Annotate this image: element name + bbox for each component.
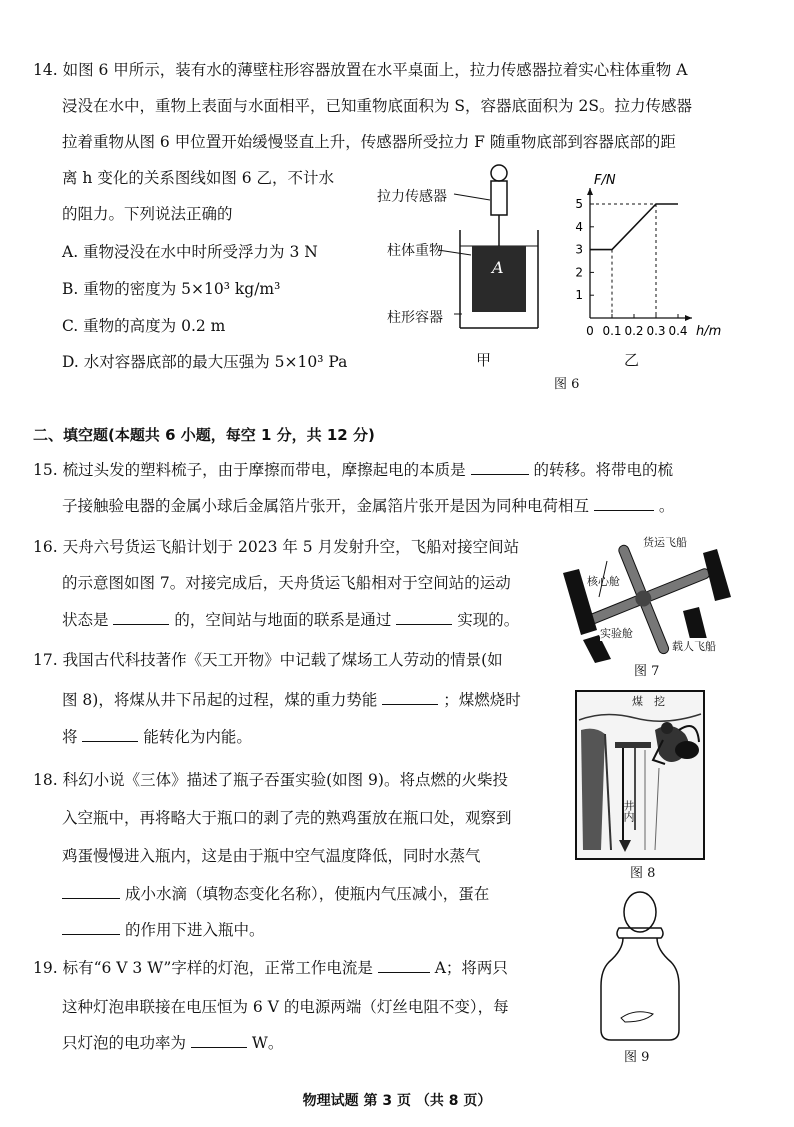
q14-line-2: 浸没在水中，重物上表面与水面相平，已知重物底面积为 S，容器底面积为 2S。拉力传感器: [62, 97, 692, 115]
q17-text-2a: 图 8)，将煤从井下吊起的过程，煤的重力势能: [62, 691, 378, 709]
q16-text-3b: 的，空间站与地面的联系是通过: [174, 611, 392, 629]
q16-line-2: 的示意图如图 7。对接完成后，天舟货运飞船相对于空间站的运动: [62, 574, 511, 592]
label-sensor: 拉力传感器: [377, 189, 447, 205]
fig8-label-top2: 挖: [654, 695, 665, 708]
q19-text-3a: 只灯泡的电功率为: [62, 1034, 187, 1052]
q14-line-1: 14. 如图 6 甲所示，装有水的薄壁柱形容器放置在水平桌面上，拉力传感器拉着实心柱体重物 A: [33, 61, 688, 79]
q17-text-3b: 能转化为内能。: [143, 728, 252, 746]
q15-text-1b: 的转移。将带电的梳: [533, 461, 673, 479]
x-tick-label: 0.4: [668, 324, 688, 338]
y-tick-label: 4: [575, 219, 583, 234]
y-axis-arrow: [587, 188, 593, 195]
q16-line-1: 16. 天舟六号货运飞船计划于 2023 年 5 月发射升空，飞船对接空间站: [33, 538, 520, 556]
q17-blank-2[interactable]: [82, 727, 138, 742]
q19-blank-2[interactable]: [191, 1033, 247, 1048]
figure-8-caption: 图 8: [630, 866, 656, 881]
q16-blank-1[interactable]: [113, 610, 169, 625]
q19-text-3b: W。: [251, 1034, 284, 1052]
q17-line-2: [62, 690, 521, 710]
x-tick-label: 0: [586, 324, 594, 338]
fig8-label-well: 井内: [622, 800, 635, 822]
label-jia: 甲: [476, 351, 492, 369]
q14-option-c: C. 重物的高度为 0.2 m: [62, 317, 226, 335]
q19-text-1b: A；将两只: [434, 959, 508, 977]
q18-blank-1[interactable]: [62, 884, 120, 899]
x-axis-label: h/m: [696, 324, 722, 339]
q19-line-3: [62, 1033, 283, 1053]
q15-line-1: [33, 460, 673, 480]
x-axis-arrow: [685, 315, 692, 321]
q19-line-2: 这种灯泡串联接在电压恒为 6 V 的电源两端（灯丝电阻不变），每: [62, 998, 509, 1016]
q15-blank-2[interactable]: [594, 496, 654, 511]
q16-text-3c: 实现的。: [457, 611, 520, 629]
q19-line-1: [33, 958, 508, 978]
q18-line-2: 入空瓶中，再将略大于瓶口的剥了壳的熟鸡蛋放在瓶口处，观察到: [62, 809, 512, 827]
q17-text-2b: ；煤燃烧时: [443, 691, 521, 709]
data-line: [590, 204, 678, 250]
fig7-label-lab: 实验舱: [600, 627, 633, 640]
fig7-label-cargo: 货运飞船: [643, 536, 687, 549]
x-tick-label: 0.2: [624, 324, 644, 338]
label-yi: 乙: [624, 351, 640, 369]
q16-text-3a: 状态是: [62, 611, 109, 629]
q17-line-3: [62, 727, 252, 747]
q17-text-3a: 将: [62, 728, 78, 746]
q18-line-1: 18. 科幻小说《三体》描述了瓶子吞蛋实验(如图 9)。将点燃的火柴投: [33, 771, 508, 789]
q15-blank-1[interactable]: [471, 460, 529, 475]
page-footer: 物理试题 第 3 页 （共 8 页）: [302, 1093, 492, 1109]
fig8-label-top: 煤: [632, 695, 643, 708]
figure-9-bottle-egg: [595, 890, 685, 1042]
figure-6-chart: [548, 168, 722, 346]
q15-text-1a: 15. 梳过头发的塑料梳子，由于摩擦而带电，摩擦起电的本质是: [33, 461, 466, 479]
q14-line-3: 拉着重物从图 6 甲位置开始缓慢竖直上升，传感器所受拉力 F 随重物底部到容器底部的距: [62, 133, 676, 151]
q18-blank-2[interactable]: [62, 920, 120, 935]
label-weight: 柱体重物: [387, 243, 443, 259]
x-tick-label: 0.3: [646, 324, 666, 338]
q18-text-5b: 的作用下进入瓶中。: [124, 921, 265, 939]
q16-line-3: [62, 610, 519, 630]
q15-line-2: [62, 496, 674, 516]
figure-9-caption: 图 9: [624, 1050, 650, 1065]
q15-text-2a: 子接触验电器的金属小球后金属箔片张开，金属箔片张开是因为同种电荷相互: [62, 497, 590, 515]
q18-text-4b: 成小水滴（填物态变化名称），使瓶内气压减小，蛋在: [124, 885, 490, 903]
y-axis-label: F/N: [594, 173, 616, 188]
q14-option-b: B. 重物的密度为 5×10³ kg/m³: [62, 280, 281, 298]
q15-text-2b: 。: [658, 497, 675, 515]
q14-line-5: 的阻力。下列说法正确的: [62, 205, 233, 223]
figure-6-caption: 图 6: [554, 377, 580, 392]
fig7-label-core: 核心舱: [587, 575, 620, 588]
q19-text-1a: 19. 标有“6 V 3 W”字样的灯泡，正常工作电流是: [33, 959, 373, 977]
q14-option-d: D. 水对容器底部的最大压强为 5×10³ Pa: [62, 353, 348, 371]
q16-blank-2[interactable]: [396, 610, 452, 625]
y-tick-label: 3: [575, 242, 583, 257]
q18-line-4: [62, 884, 489, 904]
section-2-title: 二、填空题(本题共 6 小题，每空 1 分，共 12 分): [33, 426, 375, 444]
figure-7-caption: 图 7: [634, 664, 660, 679]
q17-line-1: 17. 我国古代科技著作《天工开物》中记载了煤场工人劳动的情景(如: [33, 651, 503, 669]
y-tick-label: 5: [575, 197, 583, 211]
fig7-label-crew: 载人飞船: [672, 640, 716, 653]
q18-line-3: 鸡蛋慢慢进入瓶内，这是由于瓶中空气温度降低，同时水蒸气: [62, 847, 481, 865]
label-a: A: [492, 258, 504, 277]
y-tick-label: 1: [575, 288, 583, 303]
q18-line-5: [62, 920, 264, 940]
q14-line-4: 离 h 变化的关系图线如图 6 乙，不计水: [62, 169, 335, 187]
figure-8-coal-mine-woodcut: [575, 690, 705, 860]
q14-option-a: A. 重物浸没在水中时所受浮力为 3 N: [62, 243, 318, 261]
y-tick-label: 2: [575, 265, 583, 280]
q17-blank-1[interactable]: [382, 690, 438, 705]
q19-blank-1[interactable]: [378, 958, 430, 973]
x-tick-label: 0.1: [602, 324, 622, 338]
label-container: 柱形容器: [387, 310, 443, 326]
